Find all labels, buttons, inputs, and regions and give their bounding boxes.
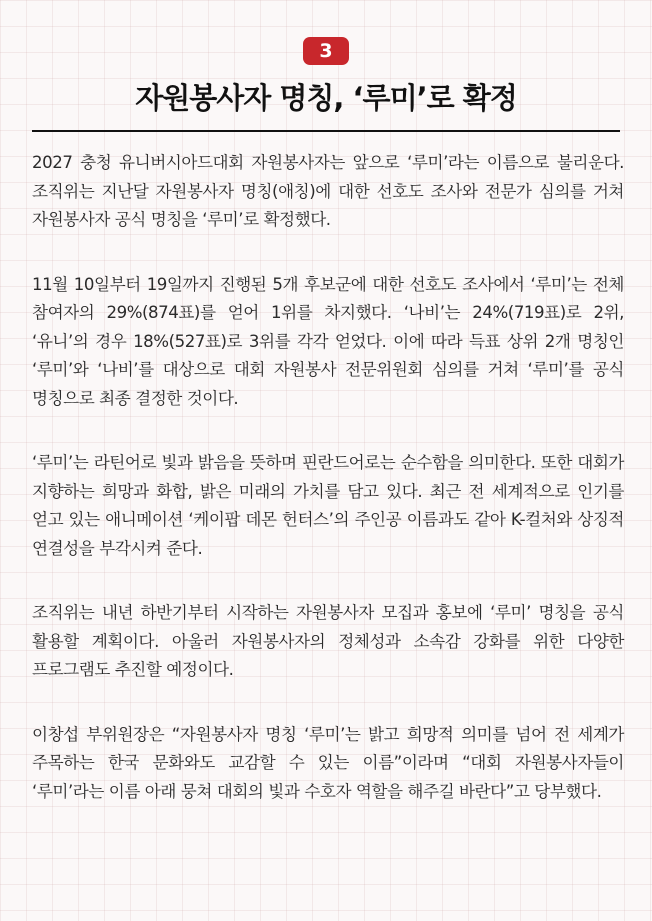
article-title: 자원봉사자 명칭, ‘루미’로 확정 <box>135 81 517 115</box>
section-number-badge: 3 <box>303 37 349 65</box>
article-body <box>32 149 624 842</box>
paragraph-quote: 이창섭 부위원장은 “자원봉사자 명칭 ‘루미’는 밝고 희망적 의미를 넘어 전 세계가 주목하는 한국 문화와도 교감할 수 있는 이름”이라며 “대회 자원봉사자들이 ‘루미’라는 이름 아래 뭉쳐 대회의 빛과 수호자 역할을 해주길 바란다”고 당부했다. <box>32 724 624 801</box>
paragraph-intro: 2027 충청 유니버시아드대회 자원봉사자는 앞으로 ‘루미’라는 이름으로 불리운다. 조직위는 지난달 자원봉사자 명칭(애칭)에 대한 선호도 조사와 전문가 심의를 거쳐 자원봉사자 공식 명칭을 ‘루미’로 확정했다. <box>32 153 624 229</box>
paragraph-name-meaning: ‘루미’는 라틴어로 빛과 밝음을 뜻하며 핀란드어로는 순수함을 의미한다. 또한 대회가 지향하는 희망과 화합, 밝은 미래의 가치를 담고 있다. 최근 전 세계적으로 인기를 얻고 있는 애니메이션 ‘케이팝 데몬 헌터스’의 주인공 이름과도 같아 K-컬처와 상징적 연결성을 부각시켜 준다. <box>32 453 624 558</box>
paragraph-survey-results: 11월 10일부터 19일까지 진행된 5개 후보군에 대한 선호도 조사에서 ‘루미’는 전체 참여자의 29%(874표)를 얻어 1위를 차지했다. ‘나비’는 24%(719표)로 2위, ‘유니’의 경우 18%(527표)로 3위를 각각 얻었다. 이에 따라 득표 상위 2개 명칭인 ‘루미’와 ‘나비’를 대상으로 대회 자원봉사 전문위원회 심의를 거쳐 ‘루미’를 공식 명칭으로 최종 결정한 것이다. <box>32 274 624 408</box>
title-divider <box>32 130 620 132</box>
paragraph-plans: 조직위는 내년 하반기부터 시작하는 자원봉사자 모집과 홍보에 ‘루미’ 명칭을 공식 활용할 계획이다. 아울러 자원봉사자의 정체성과 소속감 강화를 위한 다양한 프로그램도 추진할 예정이다. <box>32 603 624 679</box>
